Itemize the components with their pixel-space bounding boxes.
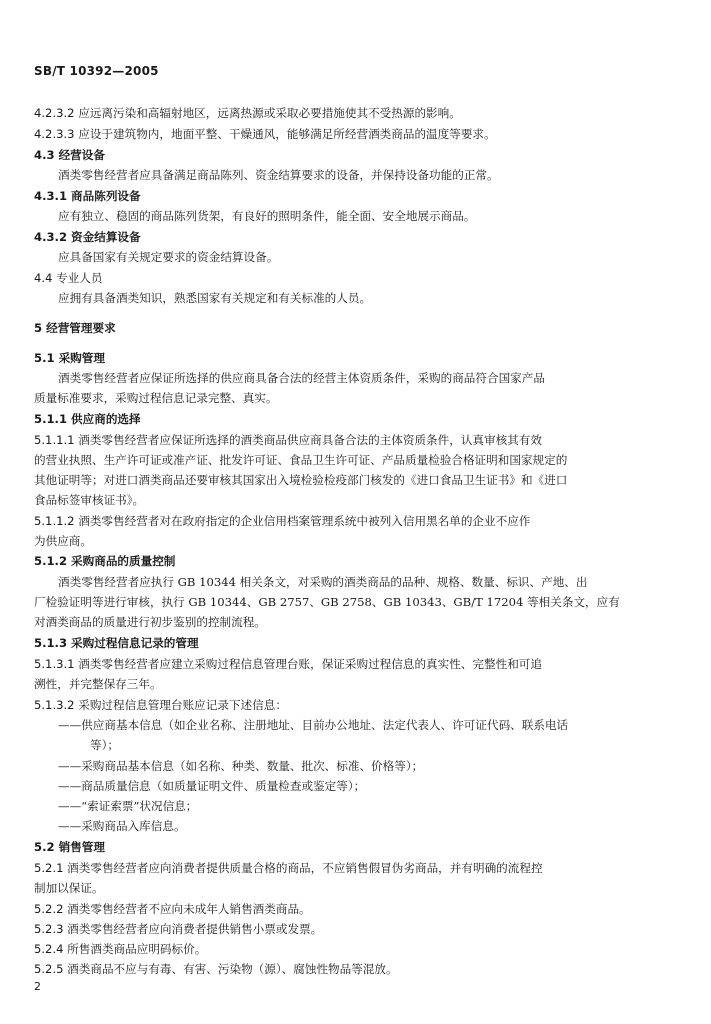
clause-5-1-3-2: 5.1.3.2 采购过程信息管理台账应记录下述信息：: [34, 698, 287, 712]
clause-4-2-3-2: 4.2.3.2 应远离污染和高辐射地区，远离热源或采取必要措施使其不受热源的影响。: [34, 106, 461, 120]
standard-id-header: SB/T 10392—2005: [34, 64, 159, 78]
heading-4-3-1: 4.3.1 商品陈列设备: [34, 189, 141, 203]
list-item-quality-info: ——商品质量信息（如质量证明文件、质量检查或鉴定等）；: [58, 779, 366, 793]
heading-4-3-2: 4.3.2 资金结算设备: [34, 230, 141, 244]
heading-4-4: 4.4 专业人员: [34, 271, 103, 285]
clause-4-2-3-3: 4.2.3.3 应设于建筑物内，地面平整、干燥通风，能够满足所经营酒类商品的温度等要求。: [34, 127, 496, 141]
paragraph-5-1-2-line1: 酒类零售经营者应执行 GB 10344 相关条文，对采购的酒类商品的品种、规格、数量、标识、产地、出: [58, 575, 588, 589]
clause-5-1-1-1-line2: 的营业执照、生产许可证或准产证、批发许可证、食品卫生许可证、产品质量检验合格证明和国家规定的: [34, 453, 568, 467]
paragraph-5-1-2-line3: 对酒类商品的质量进行初步鉴别的控制流程。: [34, 615, 266, 629]
clause-5-2-5: 5.2.5 酒类商品不应与有毒、有害、污染物（源）、腐蚀性物品等混放。: [34, 962, 398, 976]
heading-5-2: 5.2 销售管理: [34, 840, 105, 854]
clause-5-1-1-2-line1: 5.1.1.2 酒类零售经营者对在政府指定的企业信用档案管理系统中被列入信用黑名单的企业不应作: [34, 514, 531, 528]
heading-4-3: 4.3 经营设备: [34, 148, 105, 162]
list-item-purchase-info: ——采购商品基本信息（如名称、种类、数量、批次、标准、价格等）；: [58, 759, 424, 773]
clause-5-2-1-line2: 制加以保证。: [34, 881, 104, 895]
list-item-supplier-info-cont: 等）；: [90, 738, 119, 752]
clause-5-2-4: 5.2.4 所售酒类商品应明码标价。: [34, 942, 207, 956]
page-number: 2: [34, 980, 41, 993]
paragraph-5-1-line1: 酒类零售经营者应保证所选择的供应商具备合法的经营主体资质条件，采购的商品符合国家产品: [58, 371, 545, 385]
list-item-invoice-status: ——“索证索票”状况信息；: [58, 799, 198, 813]
heading-5-1-2: 5.1.2 采购商品的质量控制: [34, 554, 176, 568]
paragraph-4-4: 应拥有具备酒类知识，熟悉国家有关规定和有关标准的人员。: [58, 291, 372, 305]
paragraph-4-3-1: 应有独立、稳固的商品陈列货架，有良好的照明条件，能全面、安全地展示商品。: [58, 209, 476, 223]
clause-5-1-1-1-line4: 食品标签审核证书》。: [34, 493, 145, 507]
paragraph-5-1-line2: 质量标准要求，采购过程信息记录完整、真实。: [34, 391, 278, 405]
clause-5-1-3-1-line1: 5.1.3.1 酒类零售经营者应建立采购过程信息管理台账，保证采购过程信息的真实性、完整性和可追: [34, 657, 542, 671]
paragraph-4-3-2: 应具备国家有关规定要求的资金结算设备。: [58, 250, 279, 264]
clause-5-1-1-1-line1: 5.1.1.1 酒类零售经营者应保证所选择的酒类商品供应商具备合法的主体资质条件，认真审核其有效: [34, 433, 542, 447]
heading-5-1-3: 5.1.3 采购过程信息记录的管理: [34, 636, 199, 650]
clause-5-2-3: 5.2.3 酒类零售经营者应向消费者提供销售小票或发票。: [34, 922, 323, 936]
list-item-warehouse-info: ——采购商品入库信息。: [58, 819, 186, 833]
clause-5-2-2: 5.2.2 酒类零售经营者不应向未成年人销售酒类商品。: [34, 902, 311, 916]
paragraph-4-3: 酒类零售经营者应具备满足商品陈列、资金结算要求的设备，并保持设备功能的正常。: [58, 168, 499, 182]
paragraph-5-1-2-line2: 厂检验证明等进行审核，执行 GB 10344、GB 2757、GB 2758、GB 10343、GB/T 17204 等相关条文，应有: [34, 595, 620, 609]
heading-5: 5 经营管理要求: [34, 321, 116, 335]
heading-5-1-1: 5.1.1 供应商的选择: [34, 412, 141, 426]
clause-5-1-3-1-line2: 溯性，并完整保存三年。: [34, 677, 162, 691]
clause-5-2-1-line1: 5.2.1 酒类零售经营者应向消费者提供质量合格的商品，不应销售假冒伪劣商品，并有明确的流程控: [34, 861, 543, 875]
clause-5-1-1-2-line2: 为供应商。: [34, 534, 92, 548]
heading-5-1: 5.1 采购管理: [34, 351, 105, 365]
clause-5-1-1-1-line3: 其他证明等；对进口酒类商品还要审核其国家出入境检验检疫部门核发的《进口食品卫生证书》和《进口: [34, 473, 568, 487]
list-item-supplier-info: ——供应商基本信息（如企业名称、注册地址、目前办公地址、法定代表人、许可证代码、联系电话: [58, 718, 569, 732]
